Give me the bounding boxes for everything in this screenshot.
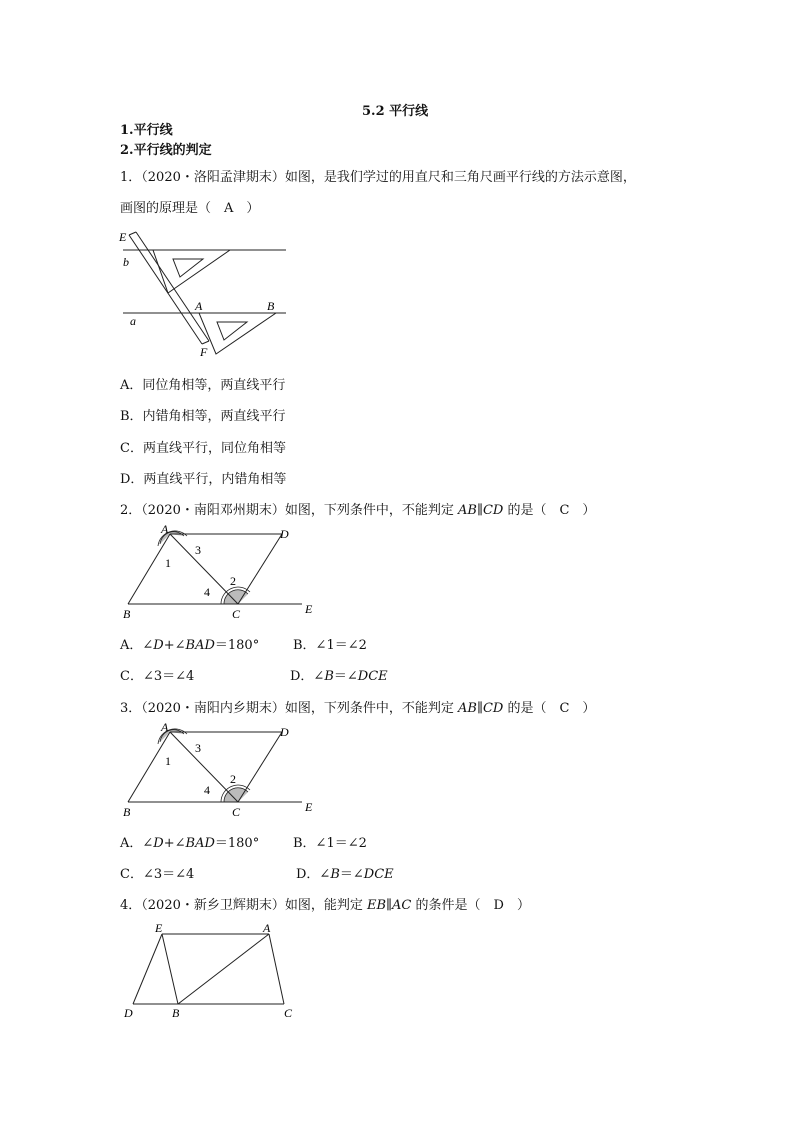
question-2-figure xyxy=(118,524,328,622)
question-1-stem-line2: 画图的原理是（ A ） xyxy=(120,201,260,216)
question-3-stem-post: 的是（ C ） xyxy=(503,701,596,716)
label-a: a xyxy=(130,314,136,328)
label-A: A xyxy=(161,720,169,734)
ruler-end-bottom xyxy=(202,341,209,344)
label-D: D xyxy=(280,527,289,541)
question-3-option-b: B．∠1＝∠2 xyxy=(293,836,367,851)
section-heading-1: 1.平行线 xyxy=(120,123,173,138)
question-2-option-c: C．∠3＝∠4 xyxy=(120,669,195,684)
question-4-stem-pre: 4．（2020・新乡卫辉期末）如图，能判定 xyxy=(120,898,367,913)
segment-DC xyxy=(238,534,282,604)
label-F: F xyxy=(200,345,208,359)
angle-label-3: 3 xyxy=(195,741,201,755)
question-4-figure xyxy=(118,920,308,1020)
question-4-stem-post: 的条件是（ D ） xyxy=(411,898,530,913)
label-D: D xyxy=(124,1006,133,1020)
label-C: C xyxy=(284,1006,293,1020)
page-title: 5.2 平行线 xyxy=(362,104,429,119)
segment-DC xyxy=(238,732,282,802)
angle-label-4: 4 xyxy=(204,585,210,599)
section-heading-2: 2.平行线的判定 xyxy=(120,143,212,158)
label-B: B xyxy=(123,607,131,621)
label-E: E xyxy=(305,602,313,616)
question-4-stem xyxy=(120,894,530,913)
question-3-option-d: D．∠B＝∠DCE xyxy=(296,867,394,882)
label-D: D xyxy=(280,725,289,739)
question-3-stem xyxy=(120,697,595,716)
angle-label-1: 1 xyxy=(165,556,171,570)
upper-set-square-hole xyxy=(173,259,203,277)
label-B: B xyxy=(172,1006,180,1020)
segment-EB xyxy=(162,934,178,1004)
question-1-option-c: C．两直线平行，同位角相等 xyxy=(120,441,286,456)
label-C: C xyxy=(232,607,241,621)
question-3-stem-pre: 3．（2020・南阳内乡期末）如图，下列条件中，不能判定 xyxy=(120,701,458,716)
angle-label-2: 2 xyxy=(230,772,236,786)
segment-AB xyxy=(178,934,269,1004)
segment-AB xyxy=(128,732,170,802)
question-1-figure xyxy=(118,226,290,360)
question-2-stem-pre: 2．（2020・南阳邓州期末）如图，下列条件中，不能判定 xyxy=(120,503,458,518)
angle-label-2: 2 xyxy=(230,574,236,588)
angle-label-4: 4 xyxy=(204,783,210,797)
question-2-option-b: B．∠1＝∠2 xyxy=(293,638,367,653)
label-E: E xyxy=(119,230,127,244)
ruler-edge-left xyxy=(129,235,202,344)
lower-set-square xyxy=(199,313,276,354)
label-A: A xyxy=(161,522,169,536)
ruler-edge-right xyxy=(136,232,209,341)
lower-set-square-hole xyxy=(217,322,247,340)
label-b: b xyxy=(123,255,129,269)
question-3-option-a: A．∠D+∠BAD＝180° xyxy=(120,836,260,851)
question-2-stem-post: 的是（ C ） xyxy=(503,503,596,518)
label-E: E xyxy=(305,800,313,814)
question-3-stem-math: AB∥CD xyxy=(458,701,504,716)
ruler-end-top xyxy=(129,232,136,235)
label-E: E xyxy=(155,921,163,935)
question-1-option-b: B．内错角相等，两直线平行 xyxy=(120,409,286,424)
segment-AC xyxy=(269,934,284,1004)
label-C: C xyxy=(232,805,241,819)
question-2-stem-math: AB∥CD xyxy=(458,503,504,518)
question-2-option-a: A．∠D+∠BAD＝180° xyxy=(120,638,260,653)
question-3-figure xyxy=(118,722,328,820)
question-4-stem-math: EB∥AC xyxy=(367,898,412,913)
question-3-option-c: C．∠3＝∠4 xyxy=(120,867,195,882)
segment-ED xyxy=(133,934,162,1004)
angle-label-3: 3 xyxy=(195,543,201,557)
question-1-option-d: D．两直线平行，内错角相等 xyxy=(120,472,287,487)
question-2-stem xyxy=(120,499,595,518)
upper-set-square xyxy=(153,250,230,293)
angle-label-1: 1 xyxy=(165,754,171,768)
label-A: A xyxy=(263,921,271,935)
question-1-option-a: A．同位角相等，两直线平行 xyxy=(120,378,286,393)
segment-AB xyxy=(128,534,170,604)
label-B: B xyxy=(267,299,275,313)
label-B: B xyxy=(123,805,131,819)
question-2-option-d: D．∠B＝∠DCE xyxy=(290,669,388,684)
label-A: A xyxy=(195,299,203,313)
question-1-stem-line1: 1．（2020・洛阳孟津期末）如图，是我们学过的用直尺和三角尺画平行线的方法示意图， xyxy=(120,170,636,185)
